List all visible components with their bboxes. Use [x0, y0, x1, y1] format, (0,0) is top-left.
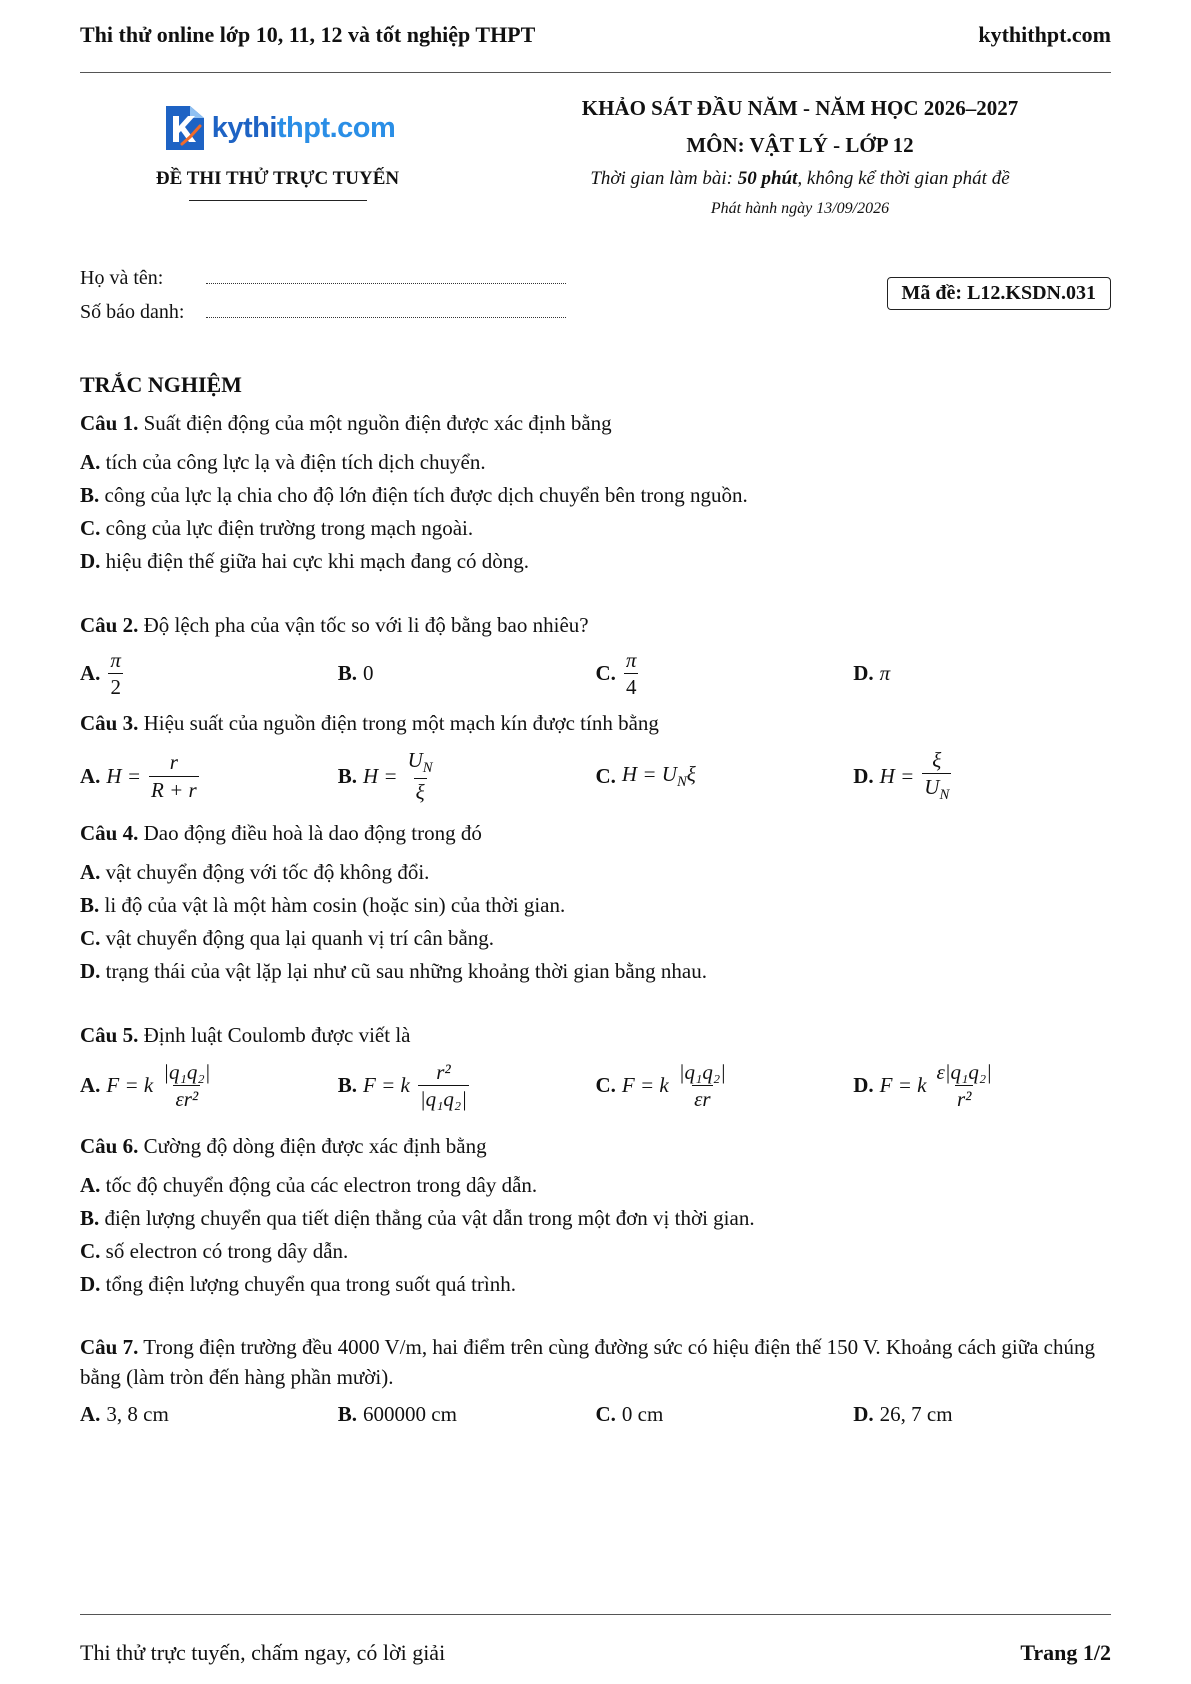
exam-title: KHẢO SÁT ĐẦU NĂM - NĂM HỌC 2026–2027: [581, 96, 1019, 120]
header-left-text: Thi thử online lớp 10, 11, 12 và tốt nghiệp THPT: [80, 22, 536, 47]
exam-duration: Thời gian làm bài: 50 phút, không kể thời gian phát đề: [590, 168, 1010, 189]
option-d[interactable]: D. hiệu điện thế giữa hai cực khi mạch đang có dòng.: [80, 549, 530, 573]
question-4: [80, 818, 1111, 988]
option-b[interactable]: B. điện lượng chuyển qua tiết diện thẳng của vật dẫn trong một đơn vị thời gian.: [80, 1206, 755, 1230]
option-b[interactable]: B. F = k $\frac{\text{r²}}{\text{|q₁q₂|}}$: [337, 1060, 467, 1112]
question-stem: Câu 3. Hiệu suất của nguồn điện trong một mạch kín được tính bằng: [80, 711, 659, 735]
question-6: [80, 1131, 1111, 1301]
option-b[interactable]: B. li độ của vật là một hàm cosin (hoặc sin) của thời gian.: [80, 893, 566, 917]
option-c[interactable]: C. 0 cm: [595, 1402, 664, 1426]
question-stem: Câu 7. Trong điện trường đều 4000 V/m, hai điểm trên cùng đường sức có hiệu điện thế 150 V. Khoảng cách giữa chúng bằng (làm tròn đến hàng phần mười).: [80, 1335, 1095, 1389]
option-a[interactable]: A. $\frac{\pi}{2}$: [80, 648, 121, 700]
question-7-options: [80, 1402, 1111, 1427]
option-b[interactable]: B. 600000 cm: [337, 1402, 457, 1426]
header-site-link[interactable]: kythithpt.com: [978, 22, 1111, 47]
option-c[interactable]: C. vật chuyển động qua lại quanh vị trí cân bằng.: [80, 926, 495, 950]
header-divider: [80, 72, 1111, 73]
page-number: Trang 1/2: [1020, 1640, 1111, 1665]
option-c[interactable]: C. công của lực điện trường trong mạch ngoài.: [80, 516, 474, 540]
option-b[interactable]: B. 0: [337, 661, 374, 686]
question-2: [80, 610, 1111, 640]
id-label: Số báo danh:: [80, 301, 185, 323]
question-2-options: [80, 648, 1111, 699]
option-c[interactable]: C. $H = U_N\xi$: [595, 761, 696, 790]
footer-divider: [80, 1614, 1111, 1615]
question-3-options: [80, 748, 1111, 804]
question-3: [80, 708, 1111, 738]
question-stem: Câu 2. Độ lệch pha của vận tốc so với li độ bằng bao nhiêu?: [80, 613, 589, 637]
option-d[interactable]: D. F = k $\frac{\text{ε|q₁q₂|}}{\text{r²}}$: [853, 1060, 992, 1112]
logo-block: [120, 100, 435, 201]
candidate-info: [80, 267, 566, 335]
option-b[interactable]: B. công của lực lạ chia cho độ lớn điện tích được dịch chuyển bên trong nguồn.: [80, 483, 748, 507]
question-5-options: [80, 1060, 1111, 1111]
footer-tagline: Thi thử trực tuyến, chấm ngay, có lời giải: [80, 1640, 446, 1665]
logo-wordmark: kythithpt.com: [211, 111, 396, 144]
option-b[interactable]: B. H = $\frac{U_N}{\xi}$: [337, 748, 433, 805]
org-subtitle: ĐỀ THI THỬ TRỰC TUYẾN: [155, 168, 400, 189]
option-d[interactable]: D. trạng thái của vật lặp lại như cũ sau những khoảng thời gian bằng nhau.: [80, 959, 707, 983]
name-label: Họ và tên:: [80, 267, 164, 289]
option-d[interactable]: D. tổng điện lượng chuyển qua trong suốt quá trình.: [80, 1272, 517, 1296]
question-stem: Câu 5. Định luật Coulomb được viết là: [80, 1023, 411, 1047]
option-a[interactable]: A. F = k $\frac{\text{|q₁q₂|}}{\text{εr²}}$: [80, 1060, 211, 1112]
question-7: [80, 1332, 1111, 1392]
exam-subject: MÔN: VẬT LÝ - LỚP 12: [686, 133, 914, 157]
exam-code-box: Mã đề: L12.KSDN.031: [887, 277, 1111, 310]
question-1: [80, 408, 1111, 578]
option-d[interactable]: D. 26, 7 cm: [853, 1402, 953, 1426]
option-d[interactable]: D. H = $\frac{\xi}{U_N}$: [853, 748, 950, 804]
exam-issued-date: Phát hành ngày 13/09/2026: [710, 200, 890, 217]
option-a[interactable]: A. tích của công lực lạ và điện tích dịch chuyển.: [80, 450, 486, 474]
exam-title-block: [540, 96, 1060, 218]
option-a[interactable]: A. tốc độ chuyển động của các electron trong dây dẫn.: [80, 1173, 538, 1197]
option-a[interactable]: A. H = $\frac{r}{R + r}$: [80, 750, 197, 802]
org-underline: [189, 200, 367, 201]
section-title: TRẮC NGHIỆM: [80, 372, 242, 397]
top-header: [80, 22, 1111, 48]
question-stem: Câu 1. Suất điện động của một nguồn điện được xác định bằng: [80, 411, 612, 435]
option-a[interactable]: A. 3, 8 cm: [80, 1402, 169, 1426]
option-c[interactable]: C. F = k $\frac{\text{|q₁q₂|}}{\varepsilon r}$: [595, 1060, 726, 1112]
option-a[interactable]: A. vật chuyển động với tốc độ không đổi.: [80, 860, 430, 884]
option-d[interactable]: D. π: [853, 661, 891, 686]
name-field[interactable]: [206, 270, 566, 284]
footer: [80, 1640, 1111, 1666]
question-5: [80, 1020, 1111, 1050]
logo: [120, 100, 435, 156]
option-c[interactable]: C. $\frac{\pi}{4}$: [595, 648, 637, 700]
id-field[interactable]: [206, 304, 566, 318]
question-stem: Câu 4. Dao động điều hoà là dao động trong đó: [80, 821, 482, 845]
question-stem: Câu 6. Cường độ dòng điện được xác định bằng: [80, 1134, 487, 1158]
logo-mark-icon: [160, 102, 208, 154]
option-c[interactable]: C. số electron có trong dây dẫn.: [80, 1239, 349, 1263]
